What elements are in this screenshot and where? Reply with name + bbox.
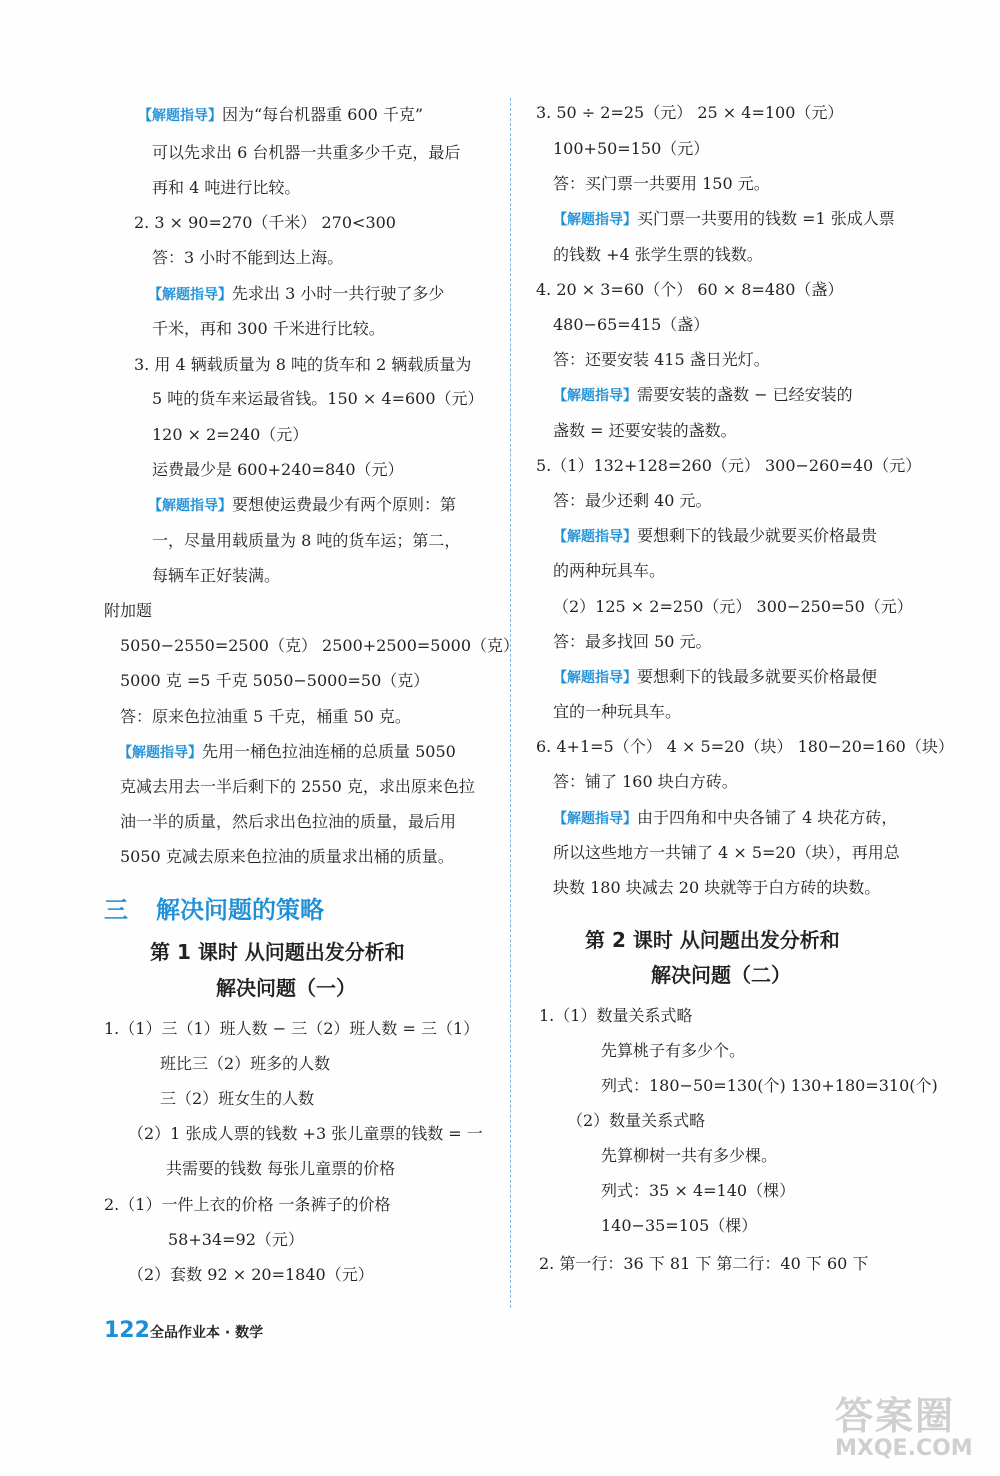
column-divider <box>510 98 511 1308</box>
text-line: 再和 4 吨进行比较。 <box>152 178 301 197</box>
text-line: 运费最少是 600+240=840（元） <box>152 460 404 479</box>
text-line: 4. 20 × 3=60（个） 60 × 8=480（盏） <box>536 280 844 299</box>
text-line: 【解题指导】要想剩下的钱最少就要买价格最贵 <box>553 526 878 545</box>
text-line: 答：原来色拉油重 5 千克，桶重 50 克。 <box>120 707 411 726</box>
watermark-text: 答案圈 <box>835 1394 956 1438</box>
lesson-title: 解决问题（二） <box>651 963 791 987</box>
text-line: 100+50=150（元） <box>553 139 710 158</box>
text-line: 每辆车正好装满。 <box>152 566 281 585</box>
text-line: 58+34=92（元） <box>168 1230 304 1249</box>
text-line: 【解题指导】需要安装的盏数 − 已经安装的 <box>553 385 853 404</box>
text-line: （2）1 张成人票的钱数 +3 张儿童票的钱数 = 一 <box>128 1124 483 1143</box>
text-line: 可以先求出 6 台机器一共重多少千克，最后 <box>152 143 461 162</box>
text-line: 先算柳树一共有多少棵。 <box>601 1146 778 1165</box>
text-line: 5000 克 =5 千克 5050−5000=50（克） <box>120 671 430 690</box>
text-line: 1.（1）三（1）班人数 − 三（2）班人数 = 三（1） <box>104 1019 480 1038</box>
hint-tag: 【解题指导】 <box>553 811 637 827</box>
text-line: 【解题指导】要想剩下的钱最多就要买价格最便 <box>553 667 878 686</box>
hint-tag: 【解题指导】 <box>553 212 637 228</box>
text-line: 答：铺了 160 块白方砖。 <box>553 772 738 791</box>
text-line: 三（2）班女生的人数 <box>160 1089 315 1108</box>
hint-tag: 【解题指导】 <box>553 670 637 686</box>
text-line: 答：最少还剩 40 元。 <box>553 491 712 510</box>
hint-tag: 【解题指导】 <box>553 388 637 404</box>
lesson-title: 第 1 课时 从问题出发分析和 <box>150 940 405 964</box>
text-line: 【解题指导】因为“每台机器重 600 千克” <box>138 105 424 124</box>
text-line: （2）套数 92 × 20=1840（元） <box>128 1265 374 1284</box>
text-line: 千米，再和 300 千米进行比较。 <box>152 319 385 338</box>
text-line: 480−65=415（盏） <box>553 315 710 334</box>
text-line: 5.（1）132+128=260（元） 300−260=40（元） <box>536 456 922 475</box>
page-number: 122 <box>104 1318 150 1343</box>
text-line: 答：3 小时不能到达上海。 <box>152 248 344 267</box>
lesson-title: 第 2 课时 从问题出发分析和 <box>585 928 840 952</box>
text-line: 所以这些地方一共铺了 4 × 5=20（块），再用总 <box>553 843 900 862</box>
text-line: 盏数 = 还要安装的盏数。 <box>553 421 737 440</box>
text-line: 【解题指导】要想使运费最少有两个原则：第 <box>148 495 457 514</box>
unit-title: 三 解决问题的策略 <box>104 896 324 924</box>
text-line: 宜的一种玩具车。 <box>553 702 682 721</box>
text-line: 答：最多找回 50 元。 <box>553 632 712 651</box>
hint-tag: 【解题指导】 <box>148 287 232 303</box>
text-line: 120 × 2=240（元） <box>152 425 309 444</box>
hint-tag: 【解题指导】 <box>138 108 222 124</box>
lesson-title: 解决问题（一） <box>216 976 356 1000</box>
text-line: 克减去用去一半后剩下的 2550 克，求出原来色拉 <box>120 777 475 796</box>
text-line: （2）125 × 2=250（元） 300−250=50（元） <box>553 597 913 616</box>
text-line: （2）数量关系式略 <box>567 1111 706 1130</box>
text-line: 3. 用 4 辆载质量为 8 吨的货车和 2 辆载质量为 <box>134 355 472 374</box>
text-line: 块数 180 块减去 20 块就等于白方砖的块数。 <box>553 878 881 897</box>
text-line: 2. 第一行：36 下 81 下 第二行：40 下 60 下 <box>539 1254 869 1273</box>
text-line: 的两种玩具车。 <box>553 561 666 580</box>
text-line: 答：买门票一共要用 150 元。 <box>553 174 770 193</box>
text-line: 2.（1）一件上衣的价格 一条裤子的价格 <box>104 1195 391 1214</box>
hint-tag: 【解题指导】 <box>553 529 637 545</box>
book-title: 全品作业本 · 数学 <box>150 1325 264 1341</box>
text-line: 【解题指导】先求出 3 小时一共行驶了多少 <box>148 284 445 303</box>
text-line: 5 吨的货车来运最省钱。150 × 4=600（元） <box>152 389 484 408</box>
text-line: 1.（1）数量关系式略 <box>539 1006 693 1025</box>
text-line: 共需要的钱数 每张儿童票的价格 <box>166 1159 396 1178</box>
watermark-logo <box>835 1385 985 1465</box>
text-line: 一，尽量用载质量为 8 吨的货车运；第二， <box>152 531 461 550</box>
text-line: 3. 50 ÷ 2=25（元） 25 × 4=100（元） <box>536 103 844 122</box>
text-line: 【解题指导】买门票一共要用的钱数 =1 张成人票 <box>553 209 895 228</box>
text-line: 140−35=105（棵） <box>601 1216 758 1235</box>
hint-tag: 【解题指导】 <box>118 745 202 761</box>
text-line: 【解题指导】由于四角和中央各铺了 4 块花方砖， <box>553 808 898 827</box>
section-label: 附加题 <box>104 601 153 620</box>
text-line: 2. 3 × 90=270（千米） 270<300 <box>134 213 396 232</box>
text-line: 先算桃子有多少个。 <box>601 1041 746 1060</box>
text-line: 5050 克减去原来色拉油的质量求出桶的质量。 <box>120 847 454 866</box>
text-line: 列式：35 × 4=140（棵） <box>601 1181 796 1200</box>
text-line: 列式：180−50=130(个) 130+180=310(个) <box>601 1076 938 1095</box>
hint-tag: 【解题指导】 <box>148 498 232 514</box>
text-line: 6. 4+1=5（个） 4 × 5=20（块） 180−20=160（块） <box>536 737 954 756</box>
watermark-url: MXQE.COM <box>835 1436 973 1461</box>
text-line: 班比三（2）班多的人数 <box>160 1054 331 1073</box>
text-line: 油一半的质量，然后求出色拉油的质量，最后用 <box>120 812 457 831</box>
text-line: 【解题指导】先用一桶色拉油连桶的总质量 5050 <box>118 742 456 761</box>
text-line: 答：还要安装 415 盏日光灯。 <box>553 350 770 369</box>
text-line: 的钱数 +4 张学生票的钱数。 <box>553 245 763 264</box>
text-line: 5050−2550=2500（克） 2500+2500=5000（克） <box>120 636 520 655</box>
